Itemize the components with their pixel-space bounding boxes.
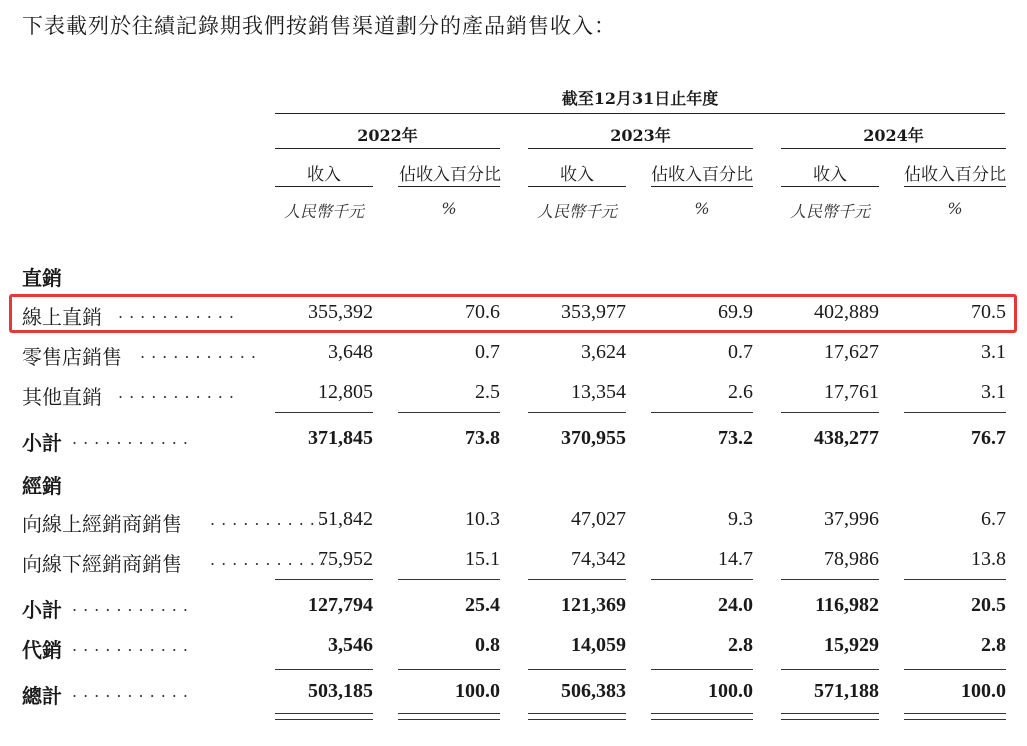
year-rule-2023 — [528, 148, 753, 149]
leader-dots: ........... — [210, 510, 332, 529]
leader-dots: ........... — [72, 636, 194, 655]
row-label: 零售店銷售 — [22, 345, 122, 369]
total-double-rule — [398, 713, 500, 720]
year-2022: 2022年 — [357, 126, 418, 145]
cell-value: 116,982 — [815, 594, 879, 616]
year-rule-2022 — [275, 148, 500, 149]
period-header: 截至12月31日止年度 — [561, 89, 719, 108]
leader-dots: ........... — [140, 343, 262, 362]
cell-value: 0.7 — [475, 341, 500, 363]
cell-value: 17,627 — [824, 341, 879, 363]
unit-pct-2023: % — [694, 199, 710, 218]
leader-dots: ........... — [118, 383, 240, 402]
col-revenue-2022: 收入 — [307, 165, 341, 185]
cell-value: 13,354 — [571, 381, 626, 403]
subtotal-rule — [398, 579, 500, 580]
year-rule-2024 — [781, 148, 1006, 149]
subtotal-rule — [275, 579, 373, 580]
table-row — [0, 548, 1027, 582]
year-2024: 2024年 — [863, 126, 924, 145]
total-top-rule — [275, 669, 373, 670]
cell-value: 3,624 — [581, 341, 626, 363]
cell-value: 503,185 — [308, 680, 373, 702]
unit-revenue-2024: 人民幣千元 — [789, 202, 870, 221]
cell-value: 70.5 — [971, 301, 1006, 323]
subtotal-rule — [398, 412, 500, 413]
cell-value: 9.3 — [728, 508, 753, 530]
col-pct-2024: 佔收入百分比 — [904, 165, 1006, 185]
cell-value: 3,648 — [328, 341, 373, 363]
section-direct: 直銷 — [22, 266, 62, 290]
row-label: 代銷 — [22, 638, 62, 662]
row-label: 總計 — [22, 684, 62, 708]
table-row — [0, 381, 1027, 415]
col-rule — [781, 186, 879, 187]
cell-value: 2.6 — [728, 381, 753, 403]
row-label: 向線下經銷商銷售 — [22, 552, 182, 576]
row-label: 小計 — [22, 598, 62, 622]
unit-revenue-2022: 人民幣千元 — [283, 202, 364, 221]
leader-dots: ........... — [72, 429, 194, 448]
cell-value: 51,842 — [318, 508, 373, 530]
cell-value: 14.7 — [718, 548, 753, 570]
subtotal-rule — [651, 412, 753, 413]
subtotal-rule — [651, 579, 753, 580]
col-pct-2022: 佔收入百分比 — [399, 165, 501, 185]
cell-value: 571,188 — [814, 680, 879, 702]
table-row — [0, 341, 1027, 375]
cell-value: 100.0 — [961, 680, 1006, 702]
subtotal-rule — [904, 579, 1006, 580]
row-label: 其他直銷 — [22, 385, 102, 409]
cell-value: 69.9 — [718, 301, 753, 323]
col-rule — [398, 186, 500, 187]
col-revenue-2024: 收入 — [813, 165, 847, 185]
cell-value: 121,369 — [561, 594, 626, 616]
cell-value: 2.5 — [475, 381, 500, 403]
cell-value: 6.7 — [981, 508, 1006, 530]
intro-text: 下表載列於往績記錄期我們按銷售渠道劃分的產品銷售收入： — [22, 14, 616, 38]
cell-value: 370,955 — [561, 427, 626, 449]
subtotal-rule — [528, 579, 626, 580]
cell-value: 25.4 — [465, 594, 500, 616]
leader-dots: ........... — [72, 596, 194, 615]
subtotal-rule — [528, 412, 626, 413]
cell-value: 14,059 — [571, 634, 626, 656]
cell-value: 70.6 — [465, 301, 500, 323]
cell-value: 73.8 — [465, 427, 500, 449]
cell-value: 506,383 — [561, 680, 626, 702]
cell-value: 75,952 — [318, 548, 373, 570]
total-top-rule — [781, 669, 879, 670]
total-top-rule — [398, 669, 500, 670]
year-2023: 2023年 — [610, 126, 671, 145]
leader-dots: ........... — [210, 550, 332, 569]
leader-dots: ........... — [72, 682, 194, 701]
table-row — [0, 508, 1027, 542]
subtotal-rule — [904, 412, 1006, 413]
total-double-rule — [651, 713, 753, 720]
cell-value: 100.0 — [708, 680, 753, 702]
total-double-rule — [275, 713, 373, 720]
total-top-rule — [651, 669, 753, 670]
row-label: 小計 — [22, 431, 62, 455]
table-row — [0, 594, 1027, 628]
cell-value: 100.0 — [455, 680, 500, 702]
row-label: 向線上經銷商銷售 — [22, 512, 182, 536]
table-row — [0, 427, 1027, 461]
leader-dots: ........... — [118, 303, 240, 322]
section-distribution: 經銷 — [22, 474, 62, 498]
col-rule — [904, 186, 1006, 187]
unit-pct-2022: % — [441, 199, 457, 218]
table-row — [0, 301, 1027, 335]
cell-value: 47,027 — [571, 508, 626, 530]
total-top-rule — [904, 669, 1006, 670]
col-rule — [275, 186, 373, 187]
cell-value: 0.7 — [728, 341, 753, 363]
total-double-rule — [904, 713, 1006, 720]
subtotal-rule — [781, 412, 879, 413]
total-double-rule — [528, 713, 626, 720]
cell-value: 0.8 — [475, 634, 500, 656]
cell-value: 37,996 — [824, 508, 879, 530]
cell-value: 78,986 — [824, 548, 879, 570]
cell-value: 3.1 — [981, 381, 1006, 403]
cell-value: 2.8 — [981, 634, 1006, 656]
subtotal-rule — [781, 579, 879, 580]
cell-value: 402,889 — [814, 301, 879, 323]
subtotal-rule — [275, 412, 373, 413]
cell-value: 371,845 — [308, 427, 373, 449]
cell-value: 76.7 — [971, 427, 1006, 449]
cell-value: 15.1 — [465, 548, 500, 570]
cell-value: 13.8 — [971, 548, 1006, 570]
cell-value: 355,392 — [308, 301, 373, 323]
cell-value: 24.0 — [718, 594, 753, 616]
cell-value: 127,794 — [308, 594, 373, 616]
cell-value: 73.2 — [718, 427, 753, 449]
cell-value: 15,929 — [824, 634, 879, 656]
cell-value: 20.5 — [971, 594, 1006, 616]
table-row — [0, 680, 1027, 714]
row-label: 線上直銷 — [22, 305, 102, 329]
period-rule — [275, 113, 1005, 114]
table-row — [0, 634, 1027, 668]
cell-value: 3,546 — [328, 634, 373, 656]
col-revenue-2023: 收入 — [560, 165, 594, 185]
col-rule — [528, 186, 626, 187]
cell-value: 438,277 — [814, 427, 879, 449]
cell-value: 10.3 — [465, 508, 500, 530]
cell-value: 17,761 — [824, 381, 879, 403]
cell-value: 3.1 — [981, 341, 1006, 363]
col-rule — [651, 186, 753, 187]
total-top-rule — [528, 669, 626, 670]
cell-value: 12,805 — [318, 381, 373, 403]
unit-revenue-2023: 人民幣千元 — [536, 202, 617, 221]
unit-pct-2024: % — [947, 199, 963, 218]
col-pct-2023: 佔收入百分比 — [651, 165, 753, 185]
total-double-rule — [781, 713, 879, 720]
cell-value: 74,342 — [571, 548, 626, 570]
cell-value: 2.8 — [728, 634, 753, 656]
cell-value: 353,977 — [561, 301, 626, 323]
